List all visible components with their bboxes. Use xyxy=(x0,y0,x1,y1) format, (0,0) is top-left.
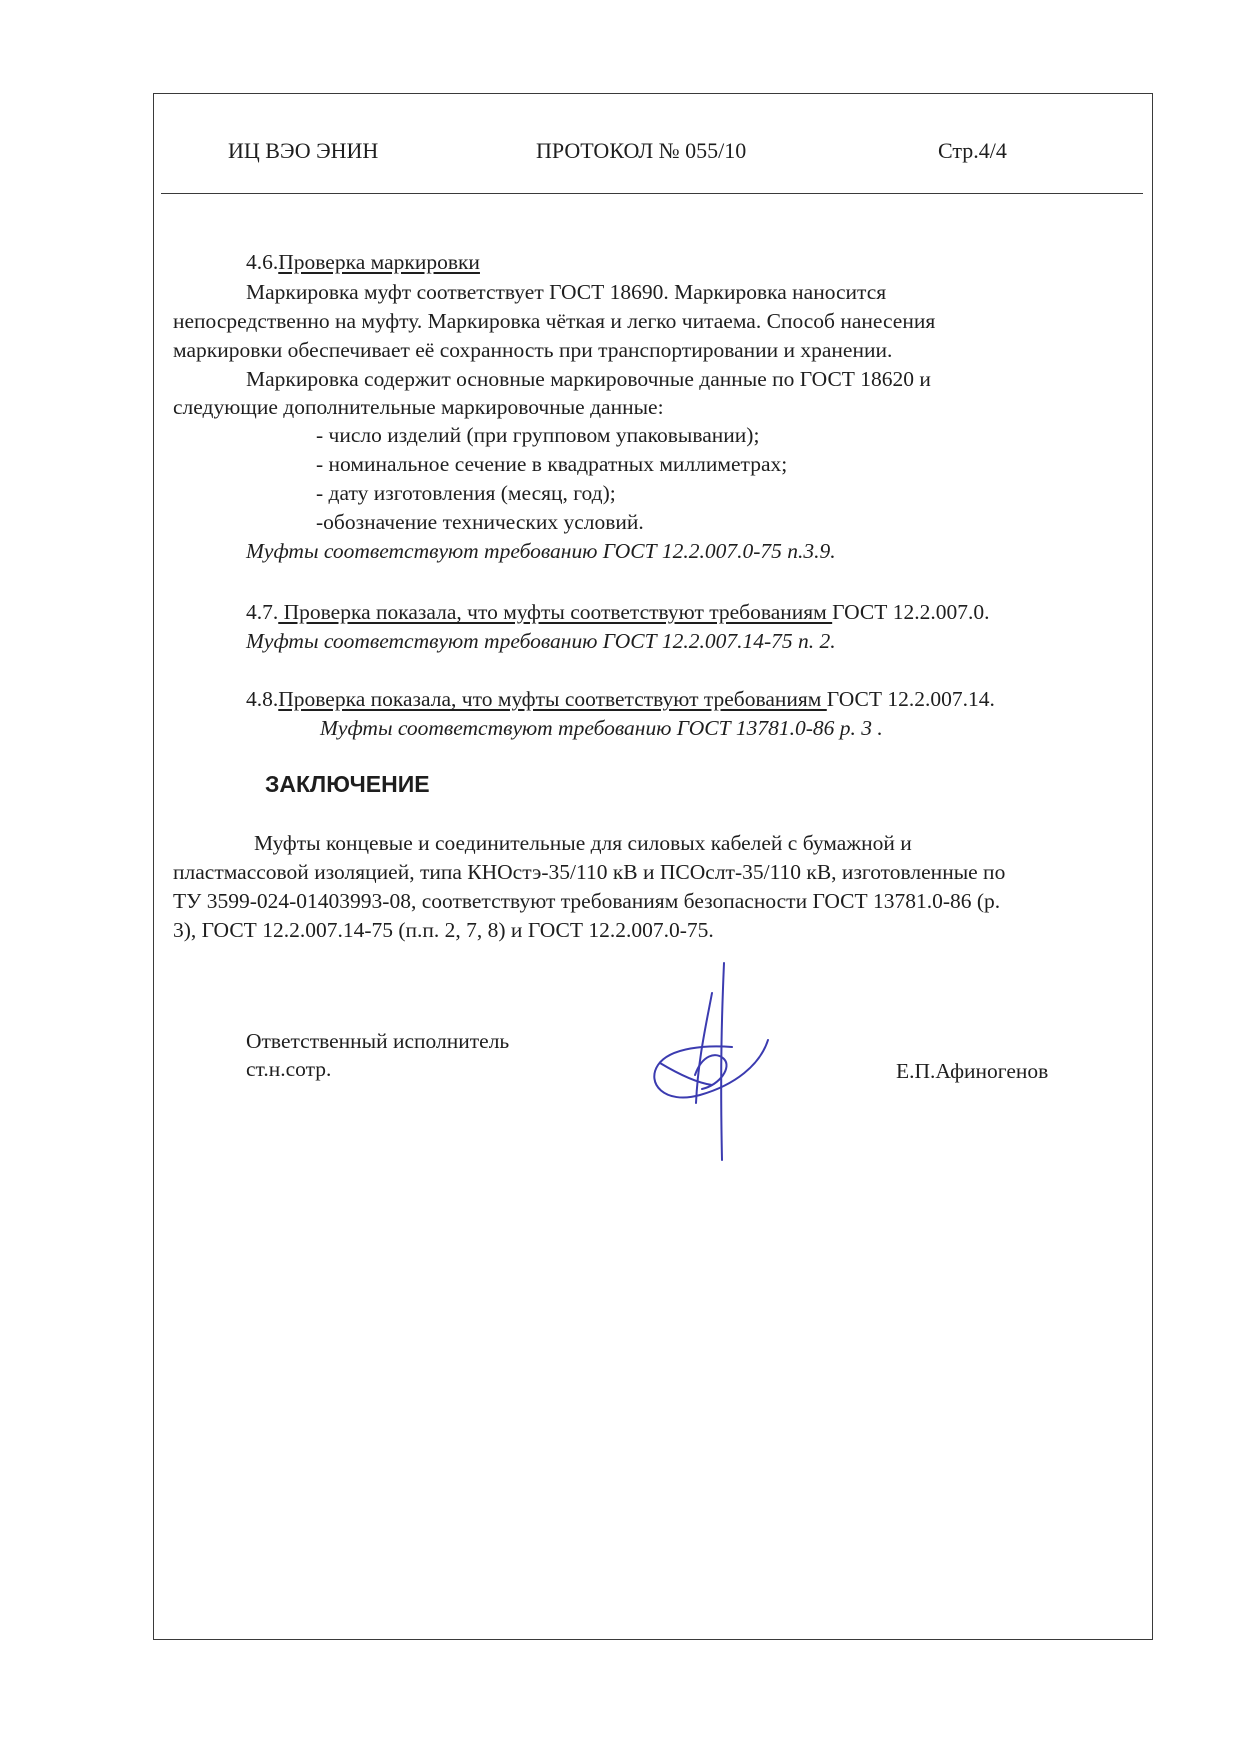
section-conclusion: Муфты соответствуют требованию ГОСТ 12.2.007.14-75 п. 2. xyxy=(246,629,836,653)
list-item: - число изделий (при групповом упаковывании); xyxy=(316,423,760,447)
section-4-8-heading xyxy=(246,689,995,711)
paragraph-line: Муфты концевые и соединительные для силовых кабелей с бумажной и xyxy=(254,831,912,855)
section-conclusion: Муфты соответствуют требованию ГОСТ 12.2.007.0-75 п.3.9. xyxy=(246,539,836,563)
section-number: 4.8. xyxy=(246,687,279,711)
paragraph-line: ТУ 3599-024-01403993-08, соответствуют требованиям безопасности ГОСТ 13781.0-86 (р. xyxy=(173,889,1001,913)
section-number: 4.7. xyxy=(246,600,279,624)
paragraph-line: следующие дополнительные маркировочные данные: xyxy=(173,395,664,419)
list-item: -обозначение технических условий. xyxy=(316,510,644,534)
header-org: ИЦ ВЭО ЭНИН xyxy=(228,138,379,163)
paragraph-line: Маркировка содержит основные маркировочные данные по ГОСТ 18620 и xyxy=(246,367,931,391)
section-conclusion: Муфты соответствуют требованию ГОСТ 13781.0-86 р. 3 . xyxy=(320,716,883,740)
signoff-role: Ответственный исполнитель xyxy=(246,1029,510,1053)
paragraph-line: Маркировка муфт соответствует ГОСТ 18690. Маркировка наносится xyxy=(246,280,887,304)
header-divider xyxy=(161,193,1143,194)
section-finding: Проверка показала, что муфты соответствуют требованиям xyxy=(278,687,827,711)
list-item: - номинальное сечение в квадратных миллиметрах; xyxy=(316,452,788,476)
paragraph-line: 3), ГОСТ 12.2.007.14-75 (п.п. 2, 7, 8) и ГОСТ 12.2.007.0-75. xyxy=(173,918,714,942)
section-4-6-heading xyxy=(246,252,480,274)
paragraph-line: маркировки обеспечивает её сохранность при транспортировании и хранении. xyxy=(173,338,893,362)
header-protocol: ПРОТОКОЛ № 055/10 xyxy=(536,138,747,163)
signoff-name: Е.П.Афиногенов xyxy=(896,1059,1049,1083)
section-number: 4.6. xyxy=(246,250,279,274)
signoff-title: ст.н.сотр. xyxy=(246,1057,332,1081)
section-4-7-heading xyxy=(246,602,989,624)
header-page-number: Стр.4/4 xyxy=(938,138,1007,163)
section-finding: Проверка показала, что муфты соответствуют требованиям xyxy=(278,600,833,624)
section-title: Проверка маркировки xyxy=(278,250,480,274)
paragraph-line: непосредственно на муфту. Маркировка чёткая и легко читаема. Способ нанесения xyxy=(173,309,936,333)
list-item: - дату изготовления (месяц, год); xyxy=(316,481,616,505)
section-standard: ГОСТ 12.2.007.0. xyxy=(832,600,990,624)
conclusion-heading: ЗАКЛЮЧЕНИЕ xyxy=(265,771,430,797)
signature xyxy=(640,955,780,1165)
section-standard: ГОСТ 12.2.007.14. xyxy=(826,687,995,711)
paragraph-line: пластмассовой изоляцией, типа КНОстэ-35/110 кВ и ПСОслт-35/110 кВ, изготовленные по xyxy=(173,860,1006,884)
